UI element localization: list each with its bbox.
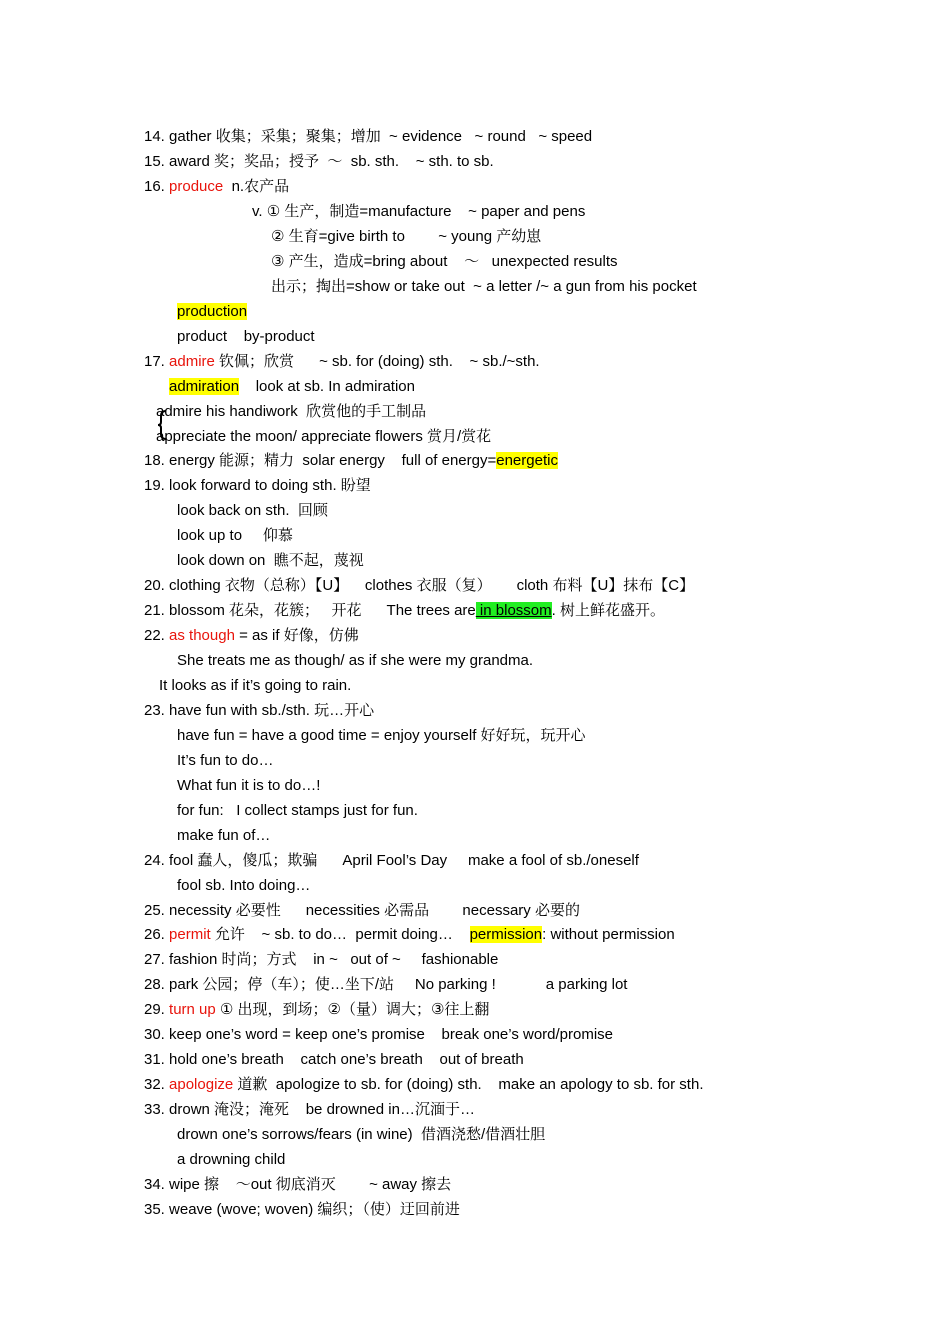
highlight-in-blossom: in blossom — [475, 602, 552, 619]
keyword-apologize: apologize — [169, 1076, 234, 1093]
look-up-to: look up to 仰慕 — [177, 527, 293, 544]
entry-energy: 18. energy 能源；精力 solar energy full of energy=energetic — [144, 452, 558, 469]
entry-fashion: 27. fashion 时尚；方式 in ~ out of ~ fashionable — [144, 951, 499, 968]
produce-sense-4: 出示；掏出=show or take out ~ a letter /~ a gun from his pocket — [271, 278, 697, 295]
as-though-example-1: She treats me as though/ as if she were my grandma. — [177, 652, 534, 669]
produce-sense-2: ② 生育=give birth to ~ young 产幼崽 — [271, 228, 542, 245]
entry-blossom: 21. blossom 花朵，花簇； 开花 The trees are in blossom. 树上鲜花盛开。 — [144, 602, 665, 619]
drown-example-2: a drowning child — [177, 1151, 286, 1168]
produce-sense-1: v. ① 生产，制造=manufacture ~ paper and pens — [252, 203, 586, 220]
as-though-example-2: It looks as if it’s going to rain. — [159, 677, 352, 694]
derivative-admiration: admiration look at sb. In admiration — [169, 378, 415, 395]
highlight-permission: permission — [469, 926, 543, 943]
entry-keep-word: 30. keep one’s word = keep one’s promise break one’s word/promise — [144, 1026, 614, 1043]
highlight-production: production — [177, 303, 248, 320]
entry-weave: 35. weave (wove; woven) 编织；（使）迂回前进 — [144, 1201, 460, 1218]
entry-as-though: 22. as though = as if 好像，仿佛 — [144, 627, 359, 644]
fun-pattern-4: make fun of… — [177, 827, 271, 844]
highlight-energetic: energetic — [496, 452, 558, 469]
have-fun-synonyms: have fun = have a good time = enjoy yourself 好好玩，玩开心 — [177, 727, 586, 744]
entry-admire: 17. admire 钦佩；欣赏 ~ sb. for (doing) sth. ~ sb./~sth. — [144, 353, 540, 370]
appreciate-example: appreciate the moon/ appreciate flowers 赏月/赏花 — [156, 428, 492, 445]
entry-wipe: 34. wipe 擦 ～out 彻底消灭 ~ away 擦去 — [144, 1176, 452, 1193]
entry-permit: 26. permit 允许 ~ sb. to do… permit doing… permission: without permission — [144, 926, 675, 943]
fool-pattern: fool sb. Into doing… — [177, 877, 311, 894]
fun-pattern-1: It’s fun to do… — [177, 752, 274, 769]
entry-gather: 14. gather 收集；采集；聚集；增加 ~ evidence ~ round ~ speed — [144, 128, 593, 145]
entry-produce: 16. produce n.农产品 — [144, 178, 290, 195]
fun-pattern-2: What fun it is to do…! — [177, 777, 321, 794]
derivative-production — [177, 302, 247, 322]
derivative-product: product by-product — [177, 328, 315, 345]
highlight-admiration: admiration — [169, 378, 240, 395]
entry-necessity: 25. necessity 必要性 necessities 必需品 necessary 必要的 — [144, 902, 580, 919]
entry-look-forward: 19. look forward to doing sth. 盼望 — [144, 477, 371, 494]
keyword-admire: admire — [169, 353, 215, 370]
keyword-produce: produce — [169, 178, 224, 195]
keyword-permit: permit — [169, 926, 211, 943]
entry-have-fun: 23. have fun with sb./sth. 玩…开心 — [144, 702, 375, 719]
entry-apologize: 32. apologize 道歉 apologize to sb. for (doing) sth. make an apology to sb. for sth. — [144, 1076, 704, 1093]
entry-clothing: 20. clothing 衣物（总称）【U】 clothes 衣服（复） cloth 布料【U】抹布【C】 — [144, 577, 695, 594]
entry-award: 15. award 奖；奖品；授予 ～ sb. sth. ~ sth. to sb. — [144, 153, 494, 170]
entry-fool: 24. fool 蠢人，傻瓜；欺骗 April Fool’s Day make a fool of sb./oneself — [144, 852, 639, 869]
entry-drown: 33. drown 淹没；淹死 be drowned in…沉湎于… — [144, 1101, 475, 1118]
look-down-on: look down on 瞧不起，蔑视 — [177, 552, 364, 569]
admire-example: admire his handiwork 欣赏他的手工制品 — [156, 403, 427, 420]
keyword-turn-up: turn up — [169, 1001, 216, 1018]
fun-pattern-3: for fun: I collect stamps just for fun. — [177, 802, 418, 819]
entry-turn-up: 29. turn up ① 出现，到场；②（量）调大；③往上翻 — [144, 1001, 490, 1018]
curly-brace-icon — [155, 410, 169, 440]
drown-example-1: drown one’s sorrows/fears (in wine) 借酒浇愁/借酒壮胆 — [177, 1126, 546, 1143]
produce-sense-3: ③ 产生，造成=bring about ～ unexpected results — [271, 253, 618, 270]
entry-hold-breath: 31. hold one’s breath catch one’s breath out of breath — [144, 1051, 524, 1068]
keyword-as-though: as though — [169, 627, 235, 644]
look-back-on: look back on sth. 回顾 — [177, 502, 328, 519]
entry-park: 28. park 公园；停（车）；使…坐下/站 No parking ! a parking lot — [144, 976, 628, 993]
